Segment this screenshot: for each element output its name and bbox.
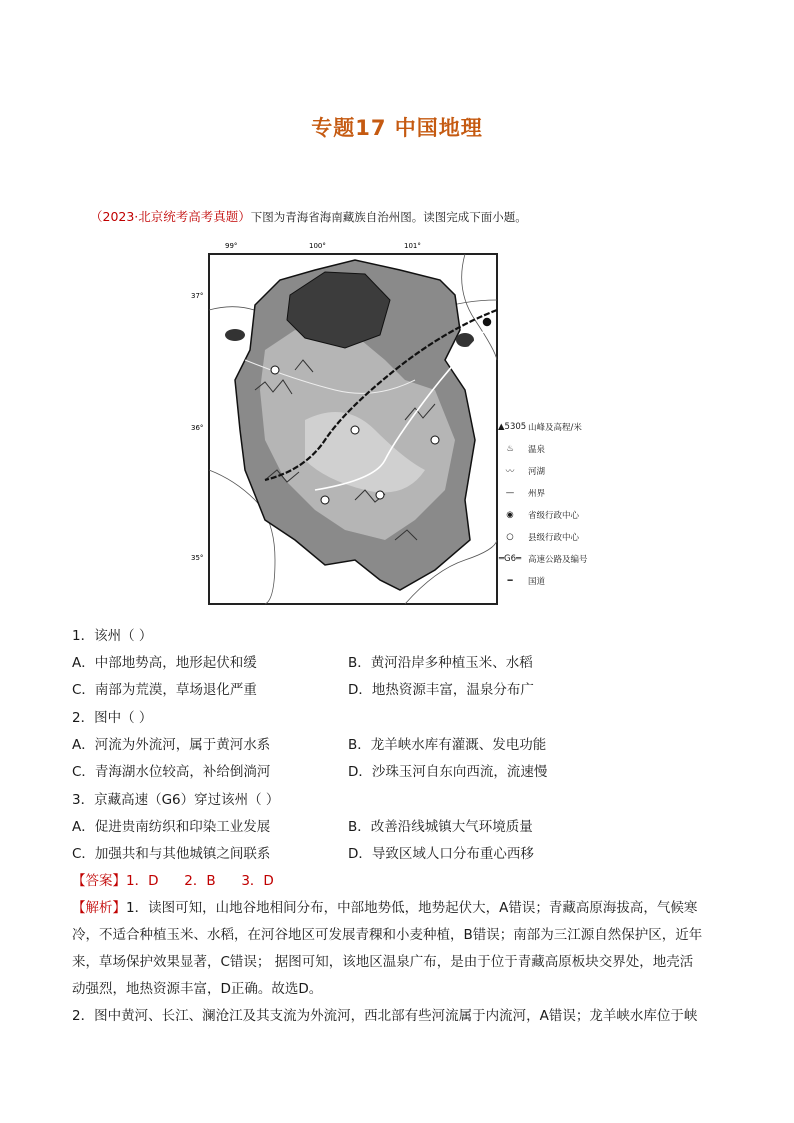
county-center [376, 491, 384, 499]
analysis-text: 1．读图可知，山地谷地相间分布，中部地势低，地势起伏大，A错误；青藏高原海拔高，气候寒 [126, 900, 698, 916]
legend-item [498, 438, 588, 460]
lat-label: 35° [191, 554, 204, 562]
lat-label: 37° [191, 292, 204, 300]
lon-label: 100° [309, 242, 326, 250]
analysis-line: 冷，不适合种植玉米、水稻，在河谷地区可发展青稞和小麦种植，B错误；南部为三江源自然保护区，近年 [72, 927, 703, 943]
lon-label: 101° [404, 242, 421, 250]
question-intro [90, 207, 527, 225]
map-legend [498, 416, 588, 592]
legend-label: 高速公路及编号 [528, 555, 588, 565]
county-center-icon: ○ [506, 532, 514, 542]
analysis-line [72, 895, 726, 922]
legend-item [498, 504, 588, 526]
legend-label: 州界 [528, 489, 546, 499]
option-3a: A．促进贵南纺织和印染工业发展 [72, 819, 271, 835]
legend-item [498, 460, 588, 482]
option-2b: B．龙羊峡水库有灌溉、发电功能 [348, 737, 547, 753]
legend-item [498, 526, 588, 548]
option-1a: A．中部地势高，地形起伏和缓 [72, 655, 257, 671]
option-2c: C．青海湖水位较高，补给倒淌河 [72, 764, 271, 780]
river-lake-icon: 〰 [505, 467, 515, 477]
option-1c: C．南部为荒漠，草场退化严重 [72, 682, 257, 698]
page-title: 专题17 中国地理 [311, 116, 483, 140]
legend-label: 国道 [528, 577, 546, 587]
analysis-line: 来，草场保护效果显著，C错误； 据图可知，该地区温泉广布，是由于位于青藏高原板块交界处，地壳活 [72, 954, 694, 970]
county-center [271, 366, 279, 374]
legend-label: 山峰及高程/米 [528, 423, 582, 433]
national-road-icon: ━ [507, 576, 513, 586]
legend-item [498, 570, 588, 592]
option-3b: B．改善沿线城镇大气环境质量 [348, 819, 533, 835]
legend-item [498, 416, 588, 438]
question-stem: 2．图中（ ） [72, 710, 153, 726]
analysis-label: 【解析】 [72, 900, 126, 916]
peak-icon: ▲5305 [498, 422, 527, 432]
option-1d: D．地热资源丰富，温泉分布广 [348, 682, 534, 698]
legend-label: 温泉 [528, 445, 546, 455]
question-stem: 3．京藏高速（G6）穿过该州（ ） [72, 792, 280, 808]
provincial-center-icon: ◉ [506, 510, 514, 520]
option-2a: A．河流为外流河，属于黄河水系 [72, 737, 271, 753]
option-3d: D．导致区域人口分布重心西移 [348, 846, 534, 862]
legend-label: 省级行政中心 [528, 511, 580, 521]
small-lake [225, 329, 245, 341]
intro-text: 下图为青海省海南藏族自治州图。读图完成下面小题。 [250, 210, 527, 224]
option-1b: B．黄河沿岸多种植玉米、水稻 [348, 655, 533, 671]
legend-item [498, 482, 588, 504]
county-center [431, 436, 439, 444]
map-figure [191, 240, 505, 608]
county-center [351, 426, 359, 434]
question-stem: 1．该州（ ） [72, 628, 153, 644]
hot-spring-icon: ♨ [506, 444, 514, 454]
analysis-line: 2．图中黄河、长江、澜沧江及其支流为外流河，西北部有些河流属于内流河，A错误；龙羊峡水库位于峡 [72, 1008, 698, 1024]
option-3c: C．加强共和与其他城镇之间联系 [72, 846, 271, 862]
legend-label: 县级行政中心 [528, 533, 580, 543]
highway-icon: ═G6═ [498, 554, 522, 564]
answer-text: 1．D 2．B 3．D [126, 873, 274, 889]
lat-label: 36° [191, 424, 204, 432]
analysis-line: 动强烈，地热资源丰富，D正确。故选D。 [72, 981, 323, 997]
legend-label: 河湖 [528, 467, 546, 477]
legend-item [498, 548, 588, 570]
option-2d: D．沙珠玉河自东向西流，流速慢 [348, 764, 548, 780]
analysis-block [72, 895, 726, 1030]
answer-block [72, 869, 274, 889]
provincial-center [482, 317, 492, 327]
lon-label: 99° [225, 242, 238, 250]
county-center [321, 496, 329, 504]
question-source: （2023·北京统考高考真题） [90, 209, 251, 224]
answer-label: 【答案】 [72, 873, 126, 889]
boundary-icon: — [505, 488, 515, 498]
